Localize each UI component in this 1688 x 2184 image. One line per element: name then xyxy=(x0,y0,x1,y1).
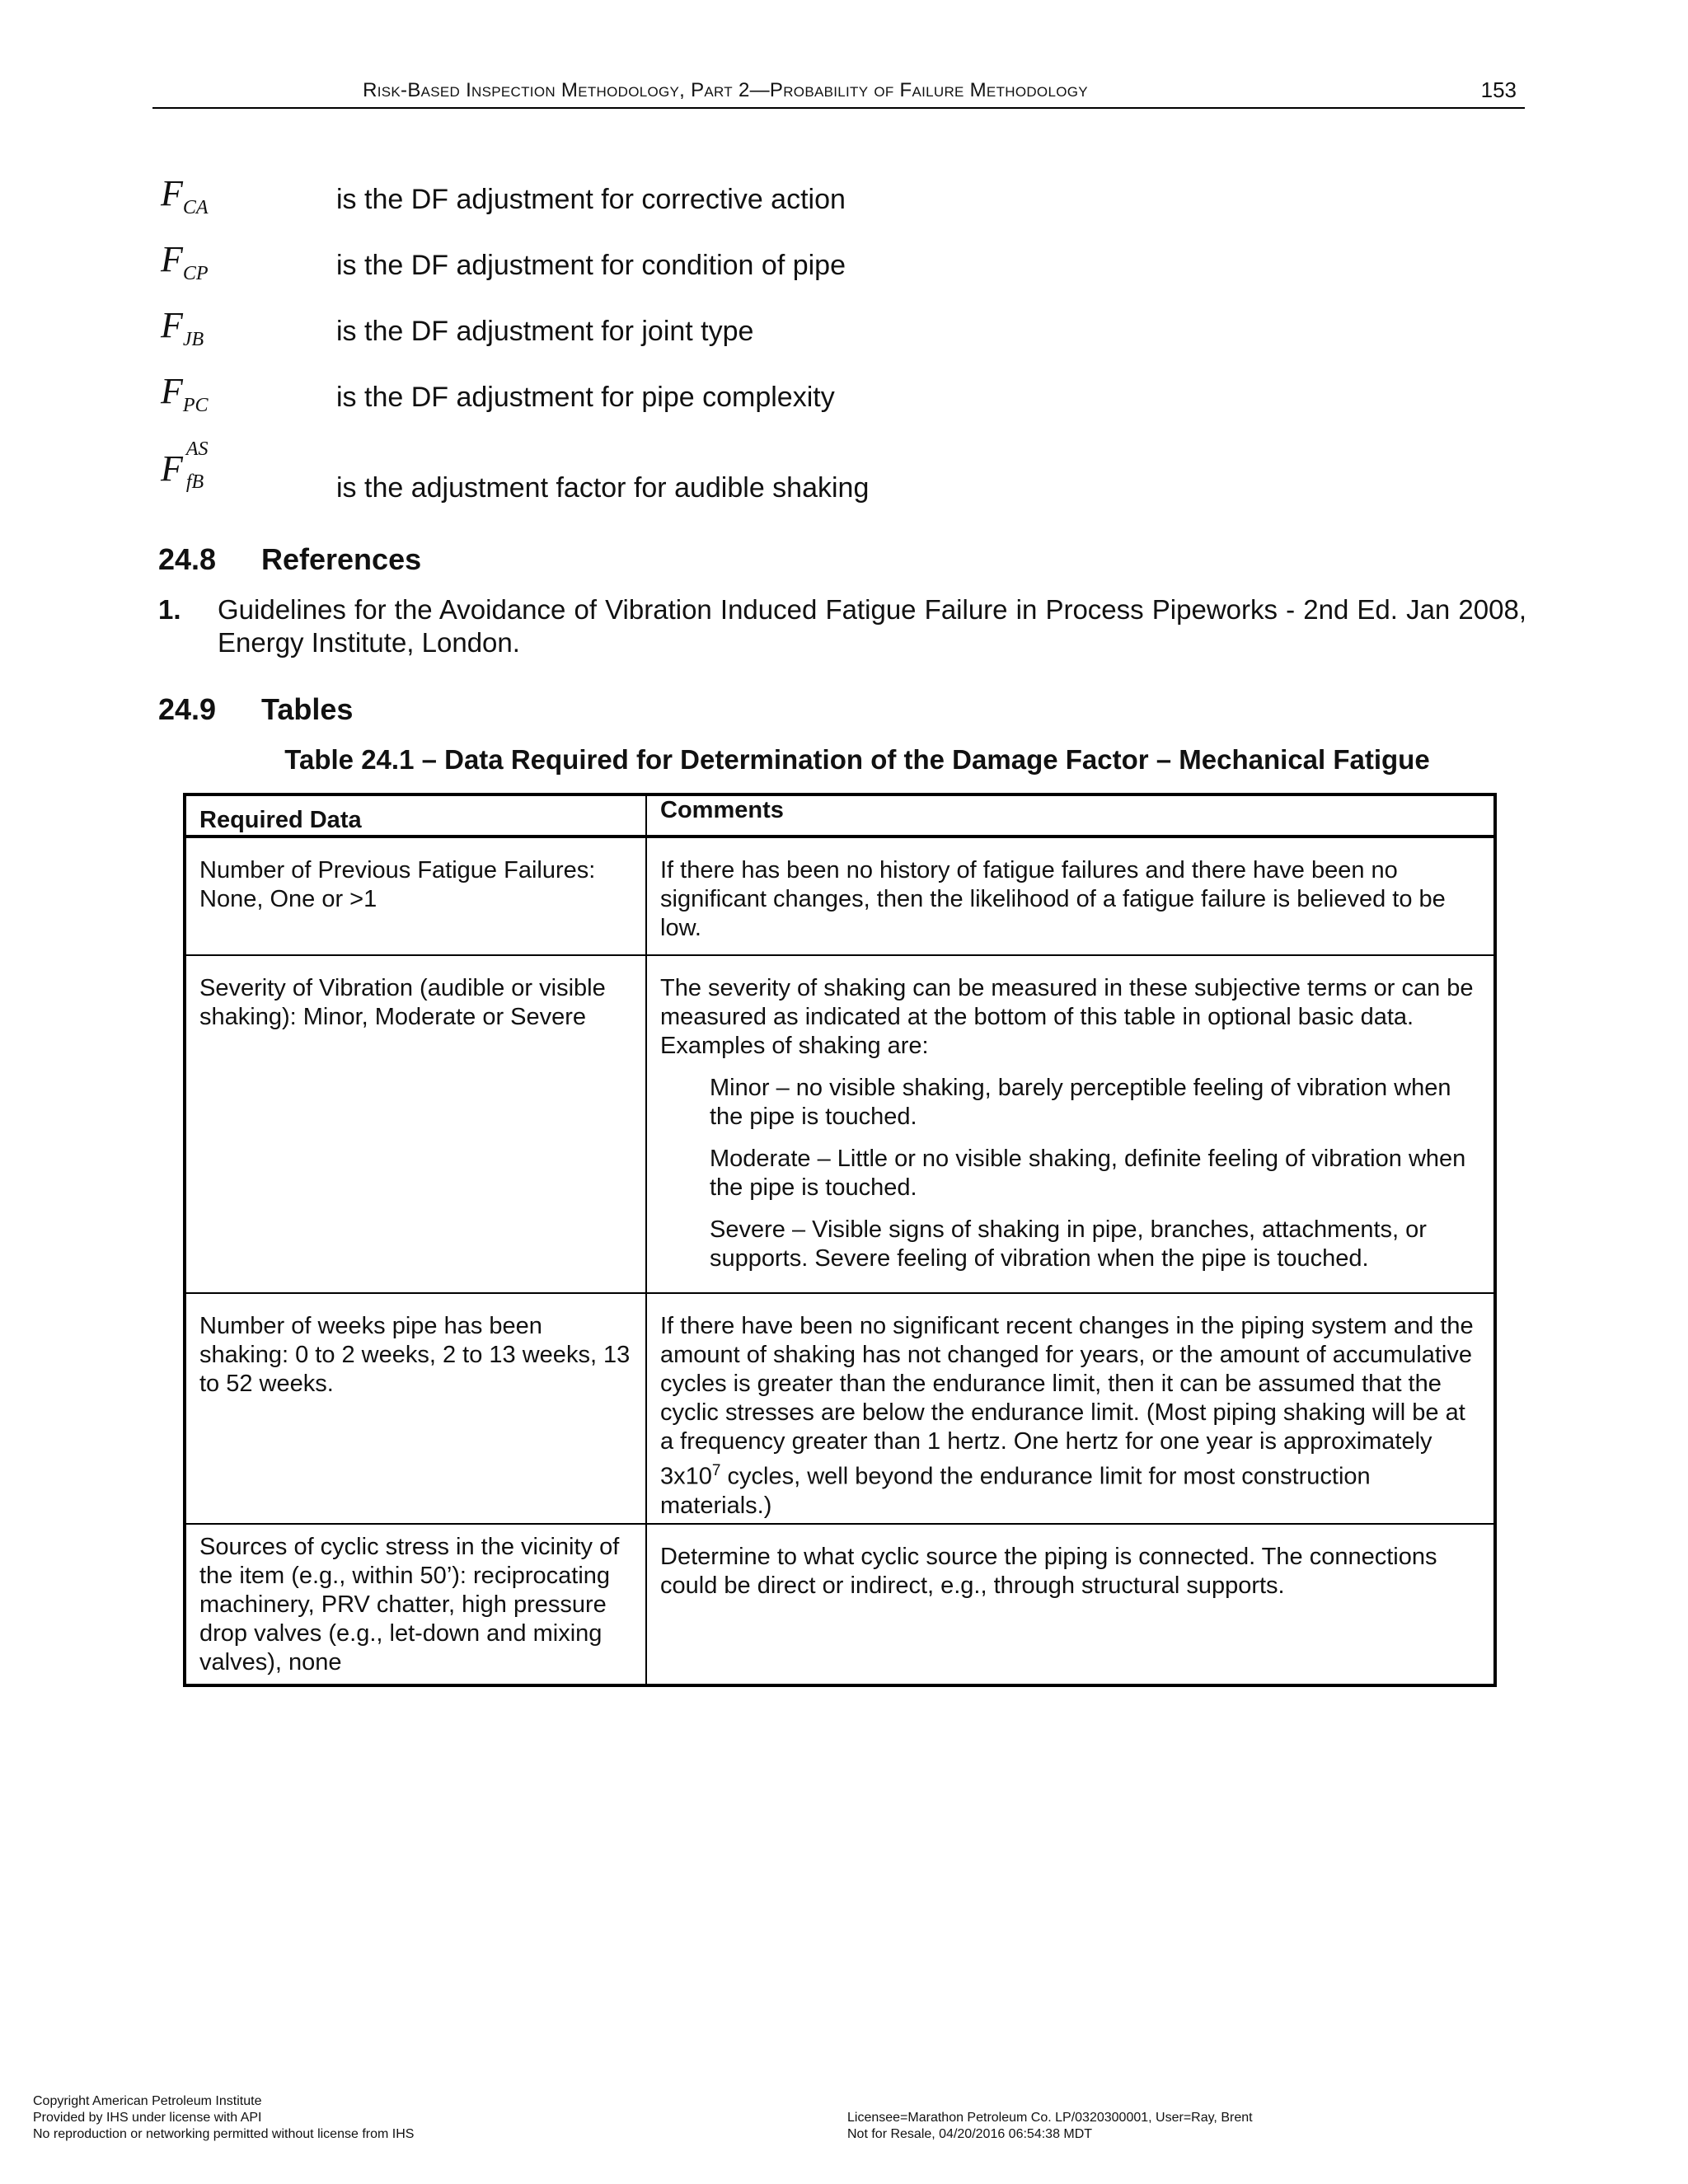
table-row xyxy=(185,837,1495,955)
definition-item xyxy=(161,169,1545,235)
definition-list xyxy=(161,169,1545,530)
header-rule xyxy=(152,107,1525,109)
comments-cell: The severity of shaking can be measured in these subjective terms or can be measured as indicated at the bottom of this table in optional basic data. Examples of shaking are: Minor – no visible shaking, barely perceptible feeling of vibration when the pipe is touched. Moderate – Little or no visible shaking, definite feeling of vibration when the pipe is touched. Severe – Visible signs of shaking in pipe, branches, attachments, or supports. Severe feeling of vibration when the pipe is touched. xyxy=(646,955,1495,1293)
section-heading-tables: 24.9 Tables xyxy=(158,692,354,726)
footer-copyright: Copyright American Petroleum Institute Provided by IHS under license with API No reproduction or networking permitted without license from IHS xyxy=(33,2094,415,2141)
definition-symbol: $F_{PC}$ xyxy=(161,371,209,416)
definition-symbol: $F_{CP}$ xyxy=(161,239,209,284)
table-row xyxy=(185,955,1495,1293)
data-table xyxy=(183,793,1497,1687)
column-header-comments: Comments xyxy=(646,794,1495,837)
comments-cell: Determine to what cyclic source the piping is connected. The connections could be direct or indirect, e.g., through structural supports. xyxy=(646,1524,1495,1685)
definition-text: is the DF adjustment for joint type xyxy=(336,316,754,347)
reference-number: 1. xyxy=(158,594,181,625)
column-header-required-data: Required Data xyxy=(185,794,646,837)
definition-symbol: F AS fB xyxy=(161,438,209,493)
example-moderate: Moderate – Little or no visible shaking, definite feeling of vibration when the pipe is touched. xyxy=(710,1146,1466,1201)
required-data-cell: Sources of cyclic stress in the vicinity of the item (e.g., within 50’): reciprocating machinery, PRV chatter, high pressure drop valves (e.g., let-down and mixing valves), none xyxy=(185,1524,646,1685)
footer-license: Licensee=Marathon Petroleum Co. LP/0320300001, User=Ray, Brent Not for Resale, 04/20/2016 06:54:38 MDT xyxy=(847,2111,1253,2141)
page-number: 153 xyxy=(1480,77,1517,102)
definition-item xyxy=(161,301,1545,367)
definition-symbol: $F_{CA}$ xyxy=(161,173,209,218)
definition-item xyxy=(161,367,1545,433)
table-caption: Table 24.1 – Data Required for Determination of the Damage Factor – Mechanical Fatigue xyxy=(284,744,1430,775)
required-data-cell: Severity of Vibration (audible or visible shaking): Minor, Moderate or Severe xyxy=(185,955,646,1293)
definition-item xyxy=(161,235,1545,301)
table-header-row xyxy=(185,794,1495,837)
required-data-cell: Number of Previous Fatigue Failures: None, One or >1 xyxy=(185,837,646,955)
table-row xyxy=(185,1293,1495,1524)
definition-symbol: $F_{JB}$ xyxy=(161,305,204,350)
required-data-cell: Number of weeks pipe has been shaking: 0 to 2 weeks, 2 to 13 weeks, 13 to 52 weeks. xyxy=(185,1293,646,1524)
reference-item xyxy=(158,593,1526,659)
running-header-title: Risk-Based Inspection Methodology, Part 2—Probability of Failure Methodology xyxy=(363,79,1088,101)
definition-text: is the DF adjustment for pipe complexity xyxy=(336,382,835,413)
example-severe: Severe – Visible signs of shaking in pipe, branches, attachments, or supports. Severe feeling of vibration when the pipe is touched. xyxy=(710,1216,1427,1272)
table-row xyxy=(185,1524,1495,1685)
comments-cell: If there has been no history of fatigue failures and there have been no significant changes, then the likelihood of a fatigue failure is believed to be low. xyxy=(646,837,1495,955)
definition-item xyxy=(161,433,1545,530)
comments-cell: If there have been no significant recent changes in the piping system and the amount of shaking has not changed for years, or the amount of accumulative cycles is greater than the endurance limit, then it can be assumed that the cyclic stresses are below the endurance limit. (Most piping shaking will be at a frequency greater than 1 hertz. One hertz for one year is approximately $3x10^7$ cycles, well beyond the endurance limit for most construction materials.) xyxy=(646,1293,1495,1524)
definition-text: is the DF adjustment for condition of pipe xyxy=(336,250,846,281)
reference-text: Guidelines for the Avoidance of Vibration Induced Fatigue Failure in Process Pipeworks - 2nd Ed. Jan 2008, Energy Institute, London. xyxy=(218,594,1526,658)
example-minor: Minor – no visible shaking, barely perceptible feeling of vibration when the pipe is touched. xyxy=(710,1075,1451,1130)
definition-text: is the adjustment factor for audible shaking xyxy=(336,472,870,504)
definition-text: is the DF adjustment for corrective action xyxy=(336,184,846,215)
section-heading-references: 24.8 References xyxy=(158,542,422,576)
